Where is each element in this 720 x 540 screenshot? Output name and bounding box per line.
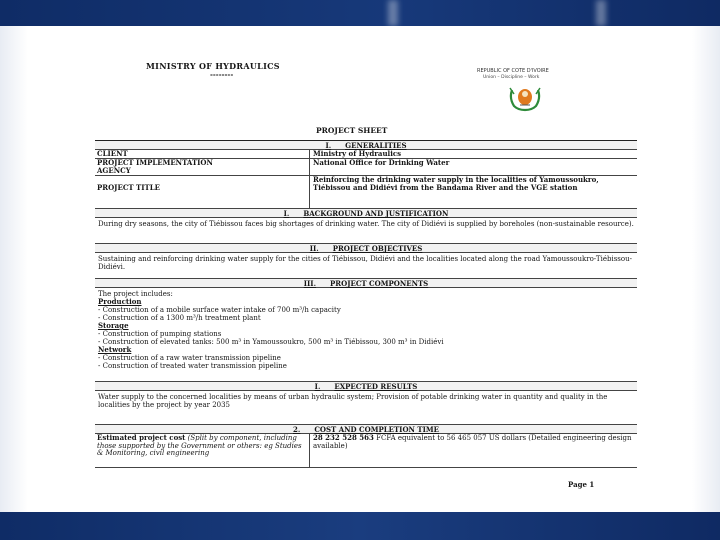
production-item-2: - Construction of a 1300 m³/h treatment plant <box>98 314 261 322</box>
light-ray <box>388 0 398 26</box>
project-title-value: Reinforcing the drinking water supply in the localities of Yamoussoukro, Tiébissou and Didiévi from the Bandama River and the VGE station <box>313 175 599 192</box>
project-table <box>95 140 637 468</box>
agency-label-line-2: AGENCY <box>97 166 131 175</box>
page-number: Page 1 <box>568 480 595 489</box>
cost-row <box>95 434 637 468</box>
section-number: I. <box>283 209 290 218</box>
section-title: GENERALITIES <box>345 141 407 150</box>
bottom-banner <box>0 512 720 540</box>
storage-item-1: - Construction of pumping stations <box>98 330 222 338</box>
background-text: During dry seasons, the city of Tiébissou faces big shortages of drinking water. The city of Didiévi is supplied by boreholes (non-sustainable resource). <box>95 218 637 244</box>
section-background-heading <box>95 209 637 218</box>
section-number: I. <box>314 382 321 391</box>
storage-label: Storage <box>98 321 129 330</box>
project-title-label: PROJECT TITLE <box>95 176 310 208</box>
section-number: II. <box>309 244 319 253</box>
components-list <box>95 288 637 382</box>
section-title: PROJECT OBJECTIVES <box>332 244 423 253</box>
section-title: BACKGROUND AND JUSTIFICATION <box>303 209 449 218</box>
agency-label-line-1: PROJECT IMPLEMENTATION <box>97 158 213 167</box>
left-margin <box>0 26 28 512</box>
agency-label <box>95 159 310 175</box>
objectives-text: Sustaining and reinforcing drinking water supply for the cities of Tiébissou, Didiévi and the localities located along the road Yamoussoukro-Tiébissou-Didiévi. <box>95 253 637 279</box>
scanned-project-sheet <box>78 40 644 494</box>
network-item-2: - Construction of treated water transmission pipeline <box>98 362 287 370</box>
republic-label: REPUBLIC OF COTE D'IVOIRE <box>477 68 549 74</box>
components-intro: The project includes: <box>98 290 173 298</box>
ministry-dash: -------- <box>210 70 234 79</box>
production-item-1: - Construction of a mobile surface water intake of 700 m³/h capacity <box>98 306 341 314</box>
light-ray <box>596 0 606 26</box>
storage-item-2: - Construction of elevated tanks: 500 m³ in Yamoussoukro, 500 m³ in Tiébissou, 300 m³ in Didiévi <box>98 338 444 346</box>
estimated-cost-title: Estimated project cost <box>97 433 186 442</box>
section-components-heading <box>95 279 637 288</box>
cost-usd: FCFA equivalent to 56 465 057 US dollars (Detailed engineering design available) <box>313 434 632 450</box>
client-label: CLIENT <box>95 150 310 158</box>
section-number: 2. <box>293 425 301 434</box>
ministry-title: MINISTRY OF HYDRAULICS <box>146 61 280 71</box>
agency-value: National Office for Drinking Water <box>313 158 450 167</box>
cost-fcfa: 28 232 528 563 <box>313 433 374 442</box>
section-title: PROJECT COMPONENTS <box>330 279 429 288</box>
network-label: Network <box>98 345 132 354</box>
agency-row <box>95 159 637 176</box>
section-number: I. <box>325 141 332 150</box>
sheet-title: PROJECT SHEET <box>316 126 388 135</box>
network-item-1: - Construction of a raw water transmission pipeline <box>98 354 281 362</box>
section-number: III. <box>303 279 317 288</box>
estimated-cost-label <box>95 434 310 467</box>
estimated-cost-detail: (Split by component, including those supported by the Government or others: eg Studies & Monitoring, civil engineering <box>97 434 302 457</box>
motto-label: Union – Discipline – Work <box>483 75 540 80</box>
production-label: Production <box>98 297 142 306</box>
project-title-row <box>95 176 637 209</box>
estimated-cost-value <box>310 434 637 467</box>
section-results-heading <box>95 382 637 391</box>
section-title: COST AND COMPLETION TIME <box>314 425 439 434</box>
section-title: EXPECTED RESULTS <box>334 382 418 391</box>
results-text: Water supply to the concerned localities by means of urban hydraulic system; Provision of potable drinking water in quantity and quality in the localities by the project by year 2035 <box>95 391 637 425</box>
coat-of-arms-icon <box>508 84 542 112</box>
client-value: Ministry of Hydraulics <box>313 149 402 158</box>
section-objectives-heading <box>95 244 637 253</box>
right-margin <box>692 26 720 512</box>
top-banner <box>0 0 720 26</box>
